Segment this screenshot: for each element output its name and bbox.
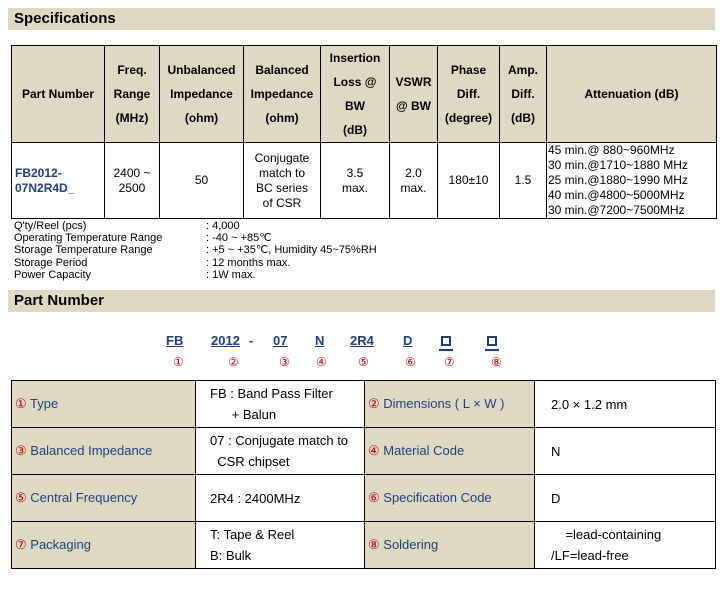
field-frequency-label: ⑤ Central Frequency: [12, 475, 196, 522]
header-part-number: Part Number: [12, 46, 105, 143]
marker-1: ①: [173, 355, 184, 369]
part-number-table: [11, 380, 716, 569]
field-dimensions-value: 2.0 × 1.2 mm: [535, 381, 716, 428]
code-balanced-impedance: 07: [273, 333, 288, 348]
code-dimensions: 2012: [211, 333, 240, 348]
freq-range-value: 2400 ~ 2500: [105, 143, 160, 219]
field-frequency-value: 2R4 : 2400MHz: [196, 475, 365, 522]
attenuation-value: 45 min.@ 880~960MHz 30 min.@1710~1880 MHz 25 min.@1880~1990 MHz 40 min.@4800~5000MHz 30 min.@7200~7500MHz: [547, 143, 717, 219]
marker-8: ⑧: [491, 355, 502, 369]
field-balanced-impedance-value: 07 : Conjugate match to CSR chipset: [196, 428, 365, 475]
insertion-loss-value: 3.5 max.: [321, 143, 390, 219]
unbalanced-impedance-value: 50: [160, 143, 244, 219]
phase-diff-value: 180±10: [438, 143, 500, 219]
field-dimensions-label: ② Dimensions ( L × W ): [365, 381, 535, 428]
field-material-label: ④ Material Code: [365, 428, 535, 475]
marker-5: ⑤: [358, 355, 369, 369]
spec-header-row: [12, 46, 717, 143]
header-amp-diff: Amp. Diff. (dB): [500, 46, 547, 143]
field-type-label: ① Type: [12, 381, 196, 428]
marker-4: ④: [316, 355, 327, 369]
header-unbalanced-impedance: Unbalanced Impedance (ohm): [160, 46, 244, 143]
code-material: N: [315, 333, 325, 348]
header-insertion-loss: Insertion Loss @ BW (dB): [321, 46, 390, 143]
pn-row: [12, 381, 716, 428]
marker-6: ⑥: [405, 355, 416, 369]
pn-row: [12, 475, 716, 522]
field-specification-value: D: [535, 475, 716, 522]
field-balanced-impedance-label: ③ Balanced Impedance: [12, 428, 196, 475]
part-number-value: FB2012- 07N2R4D_: [12, 143, 105, 219]
field-soldering-value: =lead-containing /LF=lead-free: [535, 522, 716, 569]
marker-2: ②: [228, 355, 239, 369]
code-specification: D: [403, 333, 413, 348]
field-soldering-label: ⑧ Soldering: [365, 522, 535, 569]
soldering-box-icon: [487, 336, 497, 346]
field-packaging-value: T: Tape & Reel B: Bulk: [196, 522, 365, 569]
pn-row: [12, 522, 716, 569]
field-type-value: FB : Band Pass Filter + Balun: [196, 381, 365, 428]
field-packaging-label: ⑦ Packaging: [12, 522, 196, 569]
field-specification-label: ⑥ Specification Code: [365, 475, 535, 522]
code-type: FB: [166, 333, 184, 348]
specifications-title: Specifications: [8, 8, 715, 30]
marker-7: ⑦: [444, 355, 455, 369]
code-frequency: 2R4: [350, 333, 374, 348]
code-dash: -: [249, 333, 254, 348]
header-phase-diff: Phase Diff. (degree): [438, 46, 500, 143]
amp-diff-value: 1.5: [500, 143, 547, 219]
balanced-impedance-value: Conjugate match to BC series of CSR: [244, 143, 321, 219]
spec-data-row: [12, 143, 717, 219]
header-attenuation: Attenuation (dB): [547, 46, 717, 143]
soldering-underline: [485, 349, 499, 351]
packaging-box-icon: [441, 336, 451, 346]
packaging-underline: [439, 349, 453, 351]
field-material-value: N: [535, 428, 716, 475]
specifications-table: [11, 45, 717, 219]
marker-3: ③: [279, 355, 290, 369]
part-number-title: Part Number: [8, 290, 715, 312]
header-vswr: VSWR @ BW: [390, 46, 438, 143]
header-balanced-impedance: Balanced Impedance (ohm): [244, 46, 321, 143]
header-freq-range: Freq. Range (MHz): [105, 46, 160, 143]
vswr-value: 2.0 max.: [390, 143, 438, 219]
pn-row: [12, 428, 716, 475]
